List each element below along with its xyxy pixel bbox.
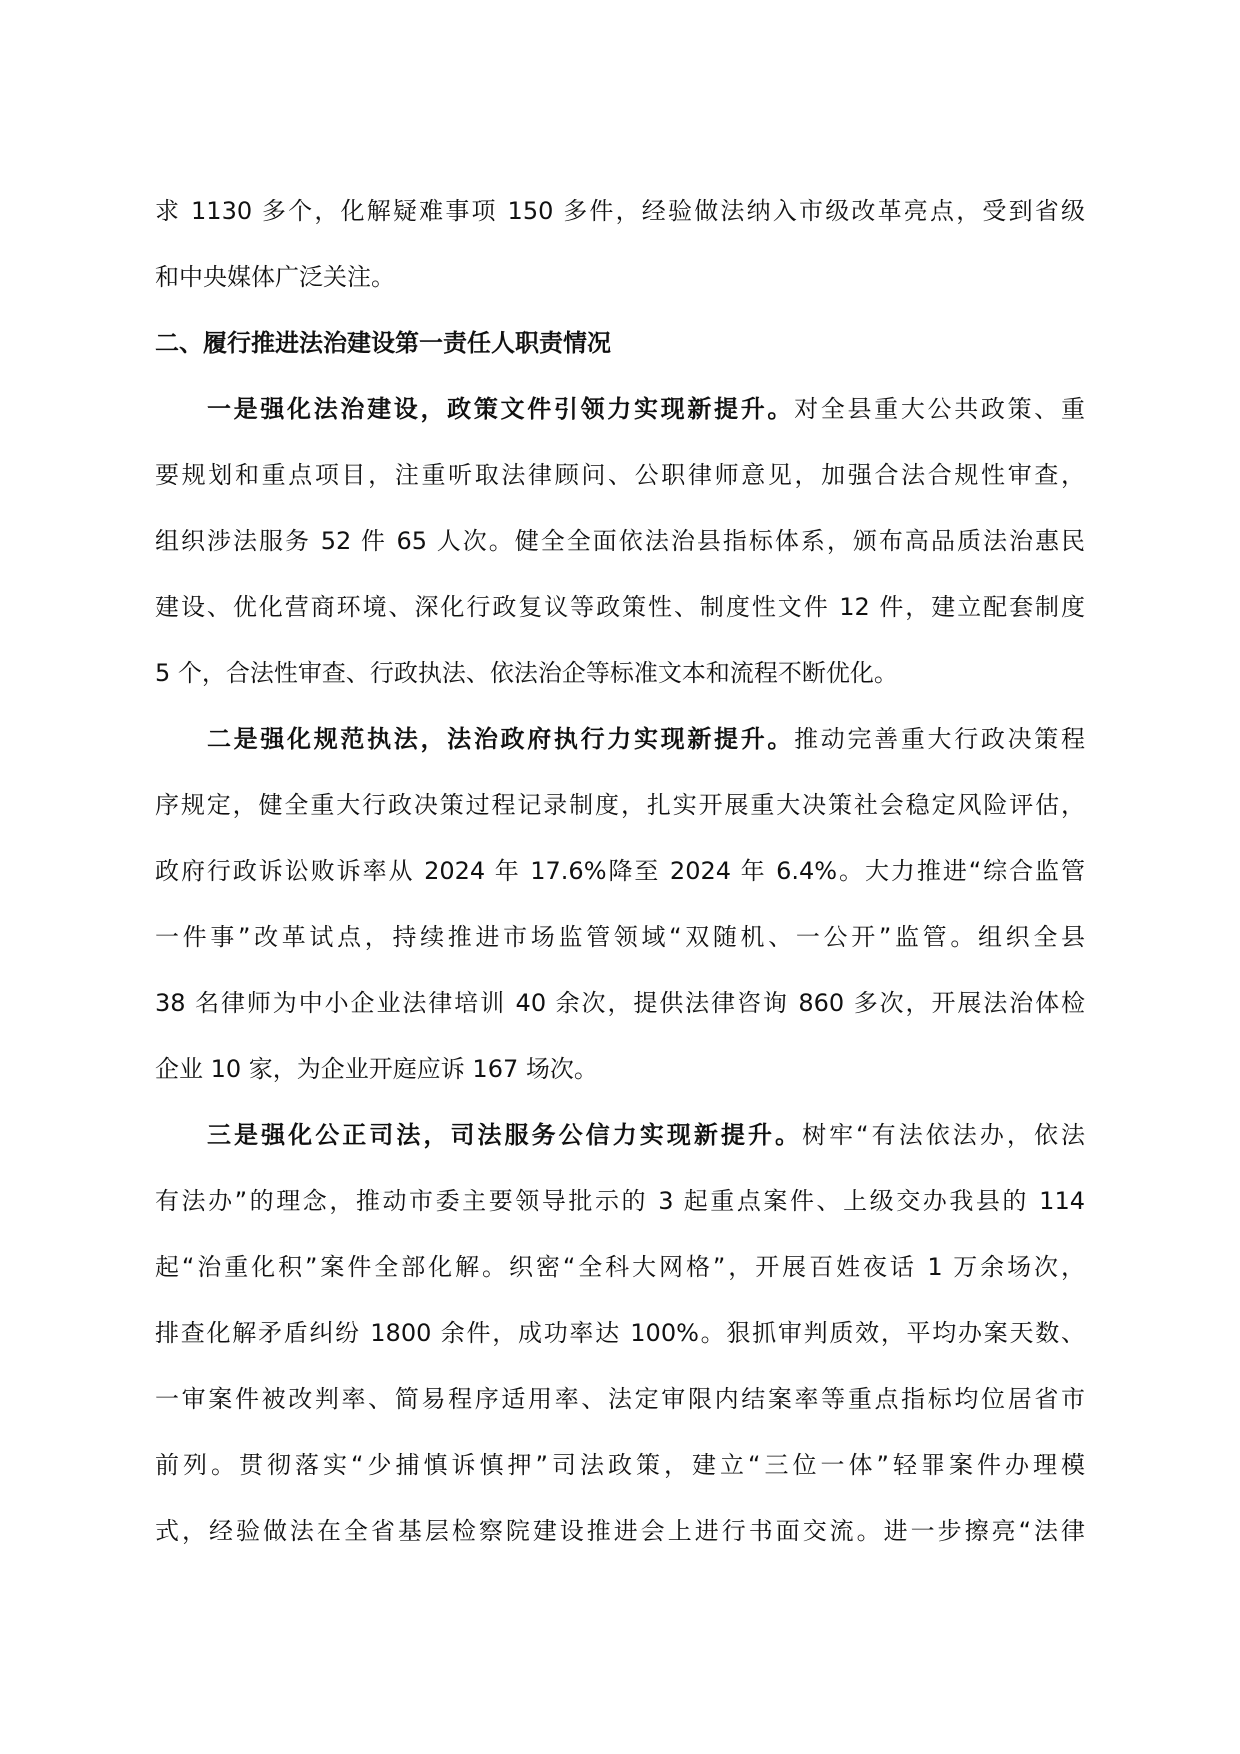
paragraph-1-line: 建设、优化营商环境、深化行政复议等政策性、制度性文件 12 件，建立配套制度	[155, 593, 1085, 621]
paragraph-1-line: 要规划和重点项目，注重听取法律顾问、公职律师意见，加强合法合规性审查，	[155, 461, 1085, 489]
section-heading: 二、履行推进法治建设第一责任人职责情况	[155, 329, 611, 357]
paragraph-1-line: 5 个，合法性审查、行政执法、依法治企等标准文本和流程不断优化。	[155, 659, 898, 687]
paragraph-3-first-rest: 树牢“有法依法办，依法	[802, 1121, 1085, 1149]
paragraph-3-line: 有法办”的理念，推动市委主要领导批示的 3 起重点案件、上级交办我县的 114	[155, 1187, 1085, 1215]
paragraph-3-line: 一审案件被改判率、简易程序适用率、法定审限内结案率等重点指标均位居省市	[155, 1385, 1085, 1413]
paragraph-3-line: 排查化解矛盾纠纷 1800 余件，成功率达 100%。狠抓审判质效，平均办案天数、	[155, 1319, 1085, 1347]
paragraph-2-line: 企业 10 家，为企业开庭应诉 167 场次。	[155, 1055, 598, 1083]
paragraph-1-line: 组织涉法服务 52 件 65 人次。健全全面依法治县指标体系，颁布高品质法治惠民	[155, 527, 1085, 555]
paragraph-2-line: 政府行政诉讼败诉率从 2024 年 17.6%降至 2024 年 6.4%。大力推进“综合监管	[155, 857, 1085, 885]
paragraph-2-first-line	[155, 706, 1085, 772]
paragraph-1-lead: 一是强化法治建设，政策文件引领力实现新提升。	[207, 395, 795, 423]
paragraph-1-first-line	[155, 376, 1085, 442]
paragraph-2-line: 38 名律师为中小企业法律培训 40 余次，提供法律咨询 860 多次，开展法治体检	[155, 989, 1085, 1017]
paragraph-1-first-rest: 对全县重大公共政策、重	[794, 395, 1085, 423]
paragraph-3-line: 式，经验做法在全省基层检察院建设推进会上进行书面交流。进一步擦亮“法律	[155, 1517, 1085, 1545]
paragraph-3-lead: 三是强化公正司法，司法服务公信力实现新提升。	[207, 1121, 803, 1149]
paragraph-2-line: 一件事”改革试点，持续推进市场监管领域“双随机、一公开”监管。组织全县	[155, 923, 1085, 951]
paragraph-2-first-rest: 推动完善重大行政决策程	[794, 725, 1085, 753]
intro-line-1: 求 1130 多个，化解疑难事项 150 多件，经验做法纳入市级改革亮点，受到省级	[155, 197, 1085, 225]
paragraph-2-line: 序规定，健全重大行政决策过程记录制度，扎实开展重大决策社会稳定风险评估，	[155, 791, 1085, 819]
paragraph-3-line: 前列。贯彻落实“少捕慎诉慎押”司法政策，建立“三位一体”轻罪案件办理模	[155, 1451, 1085, 1479]
paragraph-2-lead: 二是强化规范执法，法治政府执行力实现新提升。	[207, 725, 795, 753]
intro-line-2: 和中央媒体广泛关注。	[155, 263, 395, 291]
paragraph-3-first-line	[155, 1102, 1085, 1168]
paragraph-3-line: 起“治重化积”案件全部化解。织密“全科大网格”，开展百姓夜话 1 万余场次，	[155, 1253, 1085, 1281]
document-page	[155, 178, 1085, 1564]
